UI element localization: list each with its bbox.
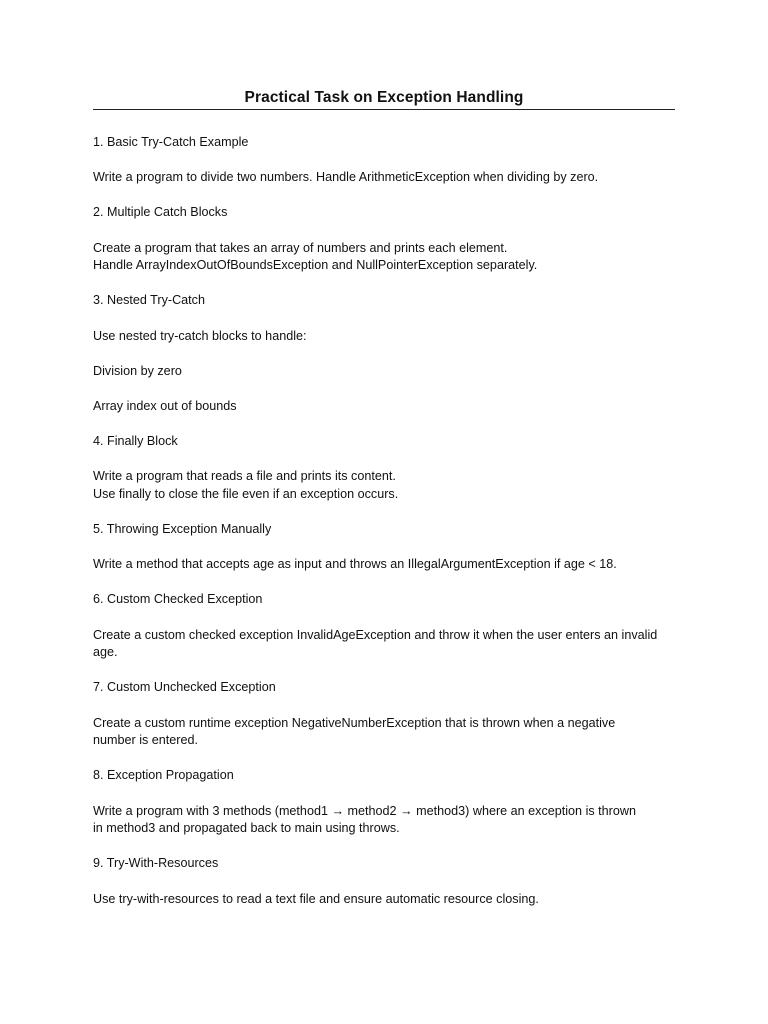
task-description-line: Write a program to divide two numbers. Handle ArithmeticException when dividing by zero. xyxy=(93,170,599,185)
task-heading: 8. Exception Propagation xyxy=(93,768,234,783)
task-description-line: Write a method that accepts age as input and throws an IllegalArgumentException if age < 18. xyxy=(93,557,617,572)
task-description-line: Array index out of bounds xyxy=(93,398,237,413)
task-heading: 4. Finally Block xyxy=(93,434,178,449)
task-description-line: Use nested try-catch blocks to handle: xyxy=(93,328,307,343)
document-page xyxy=(93,0,675,926)
task-description xyxy=(93,169,675,187)
task-description xyxy=(93,240,675,275)
task-heading: 9. Try-With-Resources xyxy=(93,856,219,871)
task-description xyxy=(93,715,675,750)
task-heading: 3. Nested Try-Catch xyxy=(93,293,205,308)
task-list xyxy=(93,110,675,908)
task-description xyxy=(93,363,675,381)
task-description xyxy=(93,556,675,574)
page-title: Practical Task on Exception Handling xyxy=(93,0,675,110)
task-description-line: Create a custom checked exception InvalidAgeException and throw it when the user enters an invalid xyxy=(93,627,658,642)
task-heading: 1. Basic Try-Catch Example xyxy=(93,135,249,149)
task-description-line: Use try-with-resources to read a text file and ensure automatic resource closing. xyxy=(93,891,539,906)
task-description-line: Use finally to close the file even if an exception occurs. xyxy=(93,486,399,501)
task-heading: 2. Multiple Catch Blocks xyxy=(93,205,228,220)
task-description xyxy=(93,468,675,503)
task-description-line: in method3 and propagated back to main using throws. xyxy=(93,821,400,836)
task-description xyxy=(93,803,675,838)
task-description-line: Write a program that reads a file and prints its content. xyxy=(93,469,396,484)
task-heading: 5. Throwing Exception Manually xyxy=(93,522,272,537)
task-description-line: Division by zero xyxy=(93,363,182,378)
task-description xyxy=(93,398,675,416)
task-description-line: Handle ArrayIndexOutOfBoundsException and NullPointerException separately. xyxy=(93,258,538,273)
task-description-line: number is entered. xyxy=(93,733,199,748)
task-description-line: Create a program that takes an array of numbers and prints each element. xyxy=(93,240,508,255)
task-description xyxy=(93,328,675,346)
task-description xyxy=(93,627,675,662)
task-heading: 7. Custom Unchecked Exception xyxy=(93,680,276,695)
task-description-line: Create a custom runtime exception NegativeNumberException that is thrown when a negative xyxy=(93,715,616,730)
task-description-line: Write a program with 3 methods (method1 → method2 → method3) where an exception is thrown xyxy=(93,803,636,818)
task-heading: 6. Custom Checked Exception xyxy=(93,592,263,607)
task-description xyxy=(93,891,675,909)
task-description-line: age. xyxy=(93,645,118,660)
